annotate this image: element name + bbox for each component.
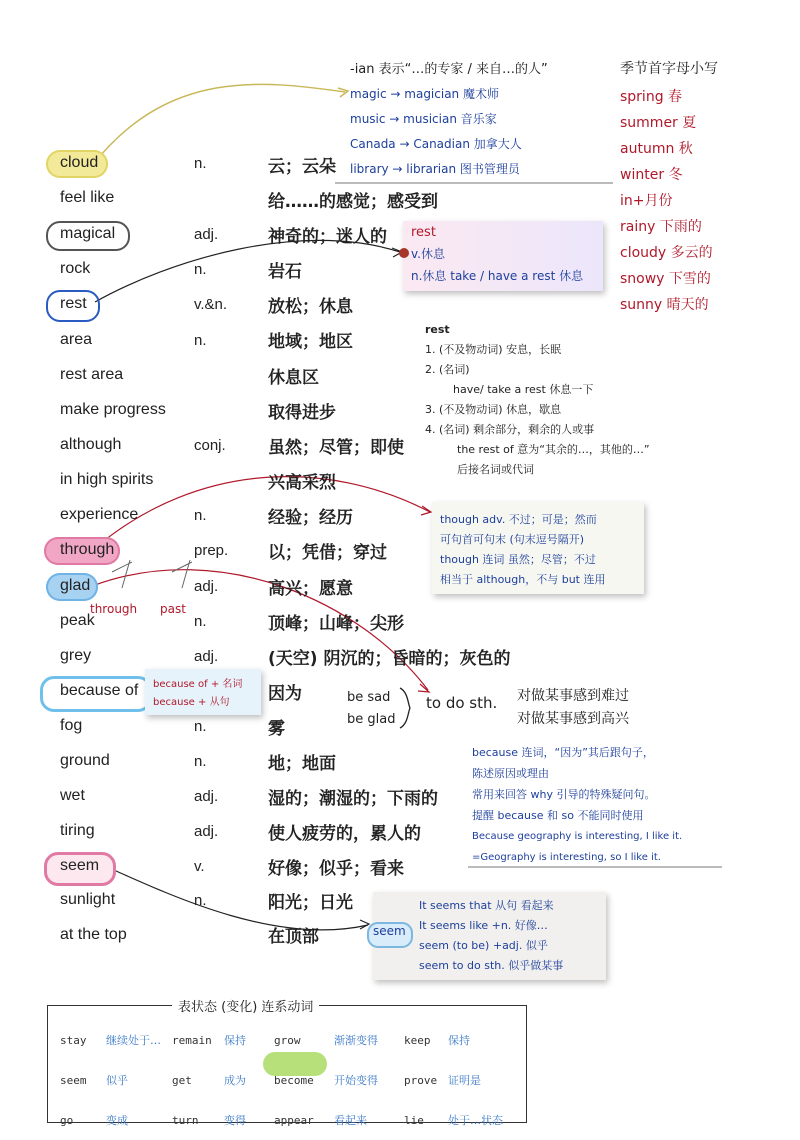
vocab-word: rest <box>60 295 87 312</box>
because-tag-line: because of + 名词 <box>153 679 243 690</box>
verb-cn: 变成 <box>106 1114 128 1127</box>
glad-meaning: 对做某事感到高兴 <box>517 711 629 727</box>
vocab-meaning: 虽然；尽管；即使 <box>268 438 404 458</box>
vocab-meaning: 休息区 <box>268 368 319 388</box>
vocab-meaning: 取得进步 <box>268 403 336 423</box>
vocab-word: peak <box>60 612 95 629</box>
verb-cn: 保持 <box>224 1034 246 1047</box>
verb-en: get <box>172 1073 192 1087</box>
rest-detail-note <box>425 320 650 480</box>
seasons-note <box>620 58 718 314</box>
verb-en: become <box>274 1073 314 1087</box>
verb-cn: 看起来 <box>334 1114 367 1127</box>
vocab-word: seem <box>60 857 100 874</box>
vocab-pos: n. <box>194 155 207 172</box>
rest-card <box>403 221 603 291</box>
vocab-meaning: 地；地面 <box>268 754 336 774</box>
rest-card-title: rest <box>411 225 436 240</box>
vocab-pos: n. <box>194 332 207 349</box>
vocab-word: magical <box>60 225 116 242</box>
seem-line: seem (to be) +adj. 似乎 <box>419 939 548 952</box>
ian-suffix-note <box>350 58 548 177</box>
vocab-pos: n. <box>194 892 207 909</box>
linking-verbs-row <box>60 1020 516 1060</box>
rest-detail-line: 3. (不及物动词) 休息，歇息 <box>425 403 562 416</box>
verb-cn: 证明是 <box>448 1074 481 1087</box>
ian-note-line: Canada → Canadian 加拿大人 <box>350 137 522 151</box>
though-card <box>432 502 644 594</box>
though-line: though adv. 不过；可是；然而 <box>440 513 597 526</box>
vocab-pos: n. <box>194 507 207 524</box>
verb-cn: 渐渐变得 <box>334 1034 378 1047</box>
verb-en: appear <box>274 1113 314 1127</box>
vocab-meaning: 阳光；日光 <box>268 893 353 913</box>
vocab-meaning: 云；云朵 <box>268 157 336 177</box>
vocab-word: sunlight <box>60 891 116 908</box>
season-item: spring 春 <box>620 89 683 105</box>
verb-en: turn <box>172 1113 199 1127</box>
vocab-pos: conj. <box>194 437 226 454</box>
sad-meaning: 对做某事感到难过 <box>517 688 629 704</box>
vocab-meaning: 以；凭借；穿过 <box>268 543 387 563</box>
seem-line: It seems that 从句 看起来 <box>419 899 554 912</box>
vocab-word: rock <box>60 260 91 277</box>
vocab-word: cloud <box>60 154 99 171</box>
weather-item: snowy 下雪的 <box>620 271 711 287</box>
vocab-pos: n. <box>194 613 207 630</box>
vocab-pos: adj. <box>194 788 219 805</box>
though-line: 相当于 although，不与 but 连用 <box>440 573 606 586</box>
season-item: in+月份 <box>620 193 673 209</box>
verb-cn: 似乎 <box>106 1074 128 1087</box>
verb-en: go <box>60 1113 74 1127</box>
vocab-pos: v.&n. <box>194 296 228 313</box>
vocab-pos: adj. <box>194 226 219 243</box>
vocab-meaning: 使人疲劳的，累人的 <box>268 824 421 844</box>
vocab-word: rest area <box>60 366 124 383</box>
season-item: autumn 秋 <box>620 141 693 157</box>
linking-verbs-title: 表状态 (变化) 连系动词 <box>172 996 319 1015</box>
season-item: summer 夏 <box>620 115 697 131</box>
vocab-pos: adj. <box>194 578 219 595</box>
past-label: past <box>160 602 186 616</box>
vocab-word: feel like <box>60 189 115 206</box>
vocab-meaning: 高兴；愿意 <box>268 579 353 599</box>
to-do-sth-label: to do sth. <box>426 694 498 712</box>
vocab-pos: adj. <box>194 648 219 665</box>
vocab-meaning: 顶峰；山峰；尖形 <box>268 614 404 634</box>
vocab-word: through <box>60 541 115 558</box>
verb-cn: 变得 <box>224 1114 246 1127</box>
vocab-pos: adj. <box>194 823 219 840</box>
brace-icon <box>398 686 412 730</box>
vocab-meaning: 经验；经历 <box>268 508 353 528</box>
rest-card-line: n.休息 take / have a rest 休息 <box>411 269 584 283</box>
because-line: 陈述原因或理由 <box>472 767 549 780</box>
weather-item: cloudy 多云的 <box>620 245 713 261</box>
bullet-dot-icon <box>399 248 409 258</box>
vocab-pos: n. <box>194 718 207 735</box>
verb-cn: 处于…状态 <box>448 1114 503 1127</box>
weather-item: sunny 晴天的 <box>620 297 709 313</box>
rest-card-line: v.休息 <box>411 247 445 261</box>
ian-note-line: magic → magician 魔术师 <box>350 87 499 101</box>
divider <box>335 182 613 184</box>
verb-cn: 继续处于… <box>106 1034 161 1047</box>
linking-verbs-row <box>60 1060 516 1100</box>
vocab-pos: v. <box>194 858 205 875</box>
though-line: though 连词 虽然；尽管；不过 <box>440 553 596 566</box>
vocab-pos: prep. <box>194 542 229 559</box>
ian-note-line: music → musician 音乐家 <box>350 112 497 126</box>
vocab-word: fog <box>60 717 83 734</box>
vocab-meaning: 雾 <box>268 719 285 739</box>
divider <box>468 866 722 868</box>
vocab-meaning: 在顶部 <box>268 927 319 947</box>
verb-en: stay <box>60 1033 87 1047</box>
rest-detail-line: 4. (名词) 剩余部分，剩余的人或事 <box>425 423 595 436</box>
vocab-meaning: 岩石 <box>268 262 302 282</box>
ian-note-line: library → librarian 图书管理员 <box>350 162 520 176</box>
vocab-meaning: 好像；似乎；看来 <box>268 859 404 879</box>
vocab-word: glad <box>60 577 91 594</box>
vocab-meaning: 湿的；潮湿的；下雨的 <box>268 789 438 809</box>
rest-detail-line: have/ take a rest 休息一下 <box>453 383 594 396</box>
vocab-meaning: 因为 <box>268 684 302 704</box>
seem-card <box>373 892 606 980</box>
because-tag-line: because + 从句 <box>153 697 230 708</box>
vocab-meaning: 地域；地区 <box>268 332 353 352</box>
vocab-pos: n. <box>194 753 207 770</box>
vocab-pos: n. <box>194 261 207 278</box>
vocab-word: in high spirits <box>60 471 154 488</box>
be-sad-label: be sad <box>347 690 391 705</box>
seasons-title: 季节首字母小写 <box>620 61 718 77</box>
vocab-word: grey <box>60 647 92 664</box>
seem-line: seem to do sth. 似乎做某事 <box>419 959 564 972</box>
vocab-meaning: 神奇的；迷人的 <box>268 227 387 247</box>
because-line: =Geography is interesting, so I like it. <box>472 852 661 863</box>
vocab-word: at the top <box>60 926 127 943</box>
verb-cn: 开始变得 <box>334 1074 378 1087</box>
through-label: through <box>90 602 138 616</box>
rest-detail-line: 1. (不及物动词) 安息，长眠 <box>425 343 562 356</box>
seem-line: It seems like +n. 好像… <box>419 919 548 932</box>
rest-detail-line: the rest of 意为“其余的…，其他的…” <box>457 443 650 456</box>
because-note <box>472 742 682 868</box>
linking-verbs-table <box>60 1020 516 1140</box>
rest-detail-line: 2. (名词) <box>425 363 470 376</box>
linking-verbs-row <box>60 1100 516 1140</box>
vocab-word: area <box>60 331 93 348</box>
because-line: 提醒 because 和 so 不能同时使用 <box>472 809 644 822</box>
vocab-word: although <box>60 436 122 453</box>
vocab-word: wet <box>60 787 85 804</box>
verb-cn: 保持 <box>448 1034 470 1047</box>
vocab-meaning: 兴高采烈 <box>268 473 336 493</box>
verb-en: keep <box>404 1033 431 1047</box>
because-tag <box>145 669 261 715</box>
vocab-word: ground <box>60 752 110 769</box>
verb-en: prove <box>404 1073 438 1087</box>
rest-detail-title: rest <box>425 323 450 336</box>
vocab-meaning: 放松；休息 <box>268 297 353 317</box>
vocab-word: experience <box>60 506 139 523</box>
vocab-meaning: 给……的感觉；感受到 <box>268 192 438 212</box>
seem-tag-label: seem <box>373 924 406 938</box>
verb-en: seem <box>60 1073 87 1087</box>
because-line: 常用来回答 why 引导的特殊疑问句。 <box>472 788 656 801</box>
season-item: winter 冬 <box>620 167 683 183</box>
verb-cn: 成为 <box>224 1074 246 1087</box>
though-line: 可句首可句末 (句末逗号隔开) <box>440 533 585 546</box>
ian-note-title: -ian 表示“…的专家 / 来自…的人” <box>350 62 548 77</box>
vocab-word: make progress <box>60 401 166 418</box>
vocab-meaning: (天空) 阴沉的；昏暗的；灰色的 <box>268 649 511 669</box>
because-line: because 连词，“因为”其后跟句子， <box>472 746 654 759</box>
be-glad-label: be glad <box>347 712 396 727</box>
verb-en: remain <box>172 1033 212 1047</box>
vocab-word: because of <box>60 682 139 699</box>
vocab-word: tiring <box>60 822 95 839</box>
because-line: Because geography is interesting, I like it. <box>472 831 683 842</box>
verb-en: grow <box>274 1033 301 1047</box>
verb-en: lie <box>404 1113 424 1127</box>
rest-detail-line: 后接名词或代词 <box>457 463 534 476</box>
weather-item: rainy 下雨的 <box>620 219 702 235</box>
